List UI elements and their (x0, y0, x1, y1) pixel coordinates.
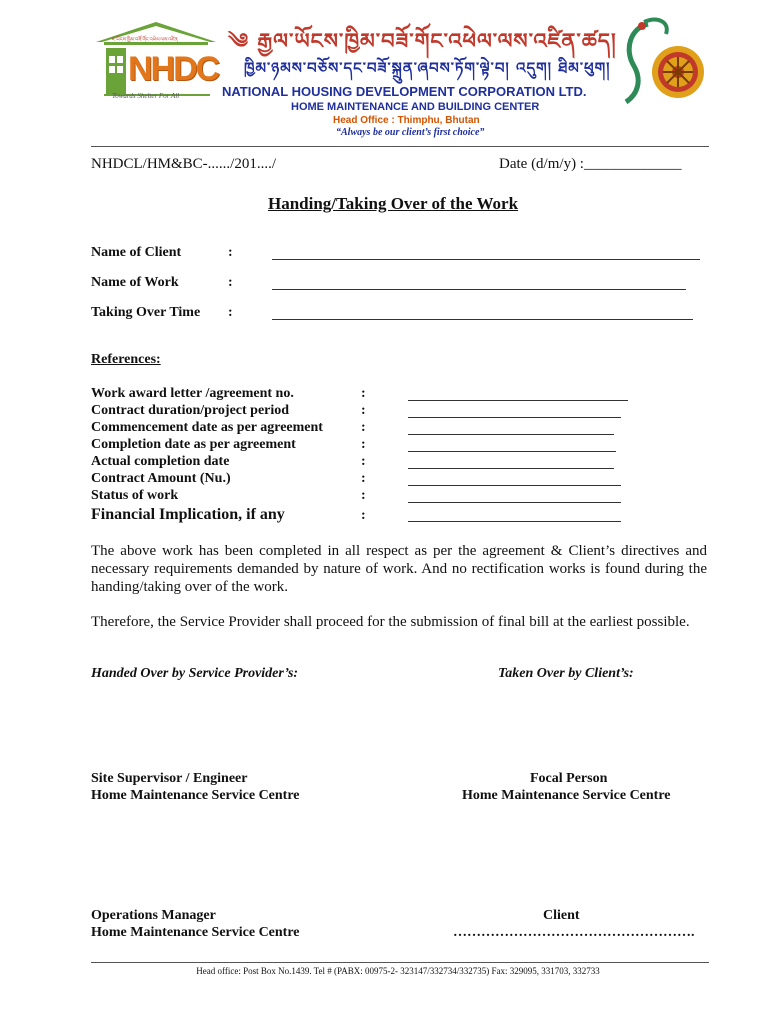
ref-colon: : (361, 454, 366, 469)
ref-colon: : (361, 386, 366, 401)
nhdc-logo (92, 20, 220, 106)
client-input-line[interactable] (272, 259, 700, 260)
ref-label-duration: Contract duration/project period (91, 403, 290, 418)
footer-divider (91, 962, 709, 963)
operations-manager-centre: Home Maintenance Service Centre (91, 925, 300, 940)
operations-manager-title: Operations Manager (91, 908, 216, 923)
center-name: HOME MAINTENANCE AND BUILDING CENTER (291, 101, 540, 113)
client-signature-title: Client (543, 908, 580, 923)
ref-label-commencement: Commencement date as per agreement (91, 420, 323, 435)
ref-label-contract-amount: Contract Amount (Nu.) (91, 471, 231, 486)
site-supervisor-title: Site Supervisor / Engineer (91, 771, 248, 786)
ref-colon: : (361, 508, 366, 523)
ref-label-agreement: Work award letter /agreement no. (91, 386, 294, 401)
document-title: Handing/Taking Over of the Work (268, 194, 519, 213)
work-colon: : (228, 275, 233, 290)
ref-colon: : (361, 403, 366, 418)
client-label: Name of Client (91, 245, 182, 260)
references-heading: References: (91, 352, 161, 367)
ref-input-contract-amount[interactable] (408, 485, 621, 486)
ref-input-completion[interactable] (408, 451, 616, 452)
taking-over-time-input-line[interactable] (272, 319, 693, 320)
ref-input-commencement[interactable] (408, 434, 614, 435)
handed-over-heading: Handed Over by Service Provider’s: (91, 666, 299, 681)
client-signature-line[interactable]: ……………………………………………. (453, 925, 695, 940)
ref-colon: : (361, 437, 366, 452)
taken-over-heading: Taken Over by Client’s: (498, 666, 634, 681)
footer-contact: Head office: Post Box No.1439. Tel # (PABX: 00975-2- 323147/332734/332735) Fax: 329095, 331703, 332733 (196, 966, 600, 976)
date-field[interactable]: Date (d/m/y) :_____________ (499, 156, 682, 172)
final-bill-statement: Therefore, the Service Provider shall proceed for the submission of final bill at the earliest possible. (91, 614, 690, 630)
dragon-emblem-icon (618, 16, 710, 112)
ref-colon: : (361, 488, 366, 503)
taking-over-time-label: Taking Over Time (91, 305, 201, 320)
focal-person-title: Focal Person (530, 771, 608, 786)
focal-person-centre: Home Maintenance Service Centre (462, 788, 671, 803)
logo-tagline: Towards Shelter For All (112, 92, 180, 100)
reference-number: NHDCL/HM&BC-....../201..../ (91, 156, 277, 172)
logo-wordmark: NHDC (128, 50, 219, 88)
ref-input-agreement[interactable] (408, 400, 628, 401)
ref-input-financial-implication[interactable] (408, 521, 621, 522)
client-colon: : (228, 245, 233, 260)
ref-label-status: Status of work (91, 488, 179, 503)
work-label: Name of Work (91, 275, 179, 290)
logo-dzongkha: ཇ་ཡོངས་ཁྱིམ་བཟོ་གོང་འཕེལ་ལས་འཛིན (112, 37, 178, 43)
ref-input-actual-completion[interactable] (408, 468, 614, 469)
ref-label-completion: Completion date as per agreement (91, 437, 296, 452)
dzongkha-subtitle: ཁྱིམ་ཉམས་བཅོས་དང་བཟོ་སྐྲུན་ཞབས་ཏོག་ལྟེ་བ། འདུག། ཐིམ་ཕུག། (244, 59, 611, 77)
completion-statement: The above work has been completed in all respect as per the agreement & Client’s directives and necessary requirements demanded by nature of work. And no rectification works is found during the handing/taking over of the work. (91, 543, 707, 595)
corporation-name: NATIONAL HOUSING DEVELOPMENT CORPORATION LTD. (222, 84, 587, 99)
ref-colon: : (361, 420, 366, 435)
taking-over-time-colon: : (228, 305, 233, 320)
motto: “Always be our client’s first choice” (336, 127, 485, 138)
ref-label-financial-implication: Financial Implication, if any (91, 506, 285, 523)
ref-input-status[interactable] (408, 502, 621, 503)
work-input-line[interactable] (272, 289, 686, 290)
ref-input-duration[interactable] (408, 417, 621, 418)
dzongkha-title: ༄ རྒྱལ་ཡོངས་ཁྱིམ་བཟོ་གོང་འཕེལ་ལས་འཛིན་ཚད། (228, 28, 617, 53)
ref-colon: : (361, 471, 366, 486)
head-office: Head Office : Thimphu, Bhutan (333, 115, 480, 126)
header-divider (91, 146, 709, 147)
ref-label-actual-completion: Actual completion date (91, 454, 230, 469)
site-supervisor-centre: Home Maintenance Service Centre (91, 788, 300, 803)
